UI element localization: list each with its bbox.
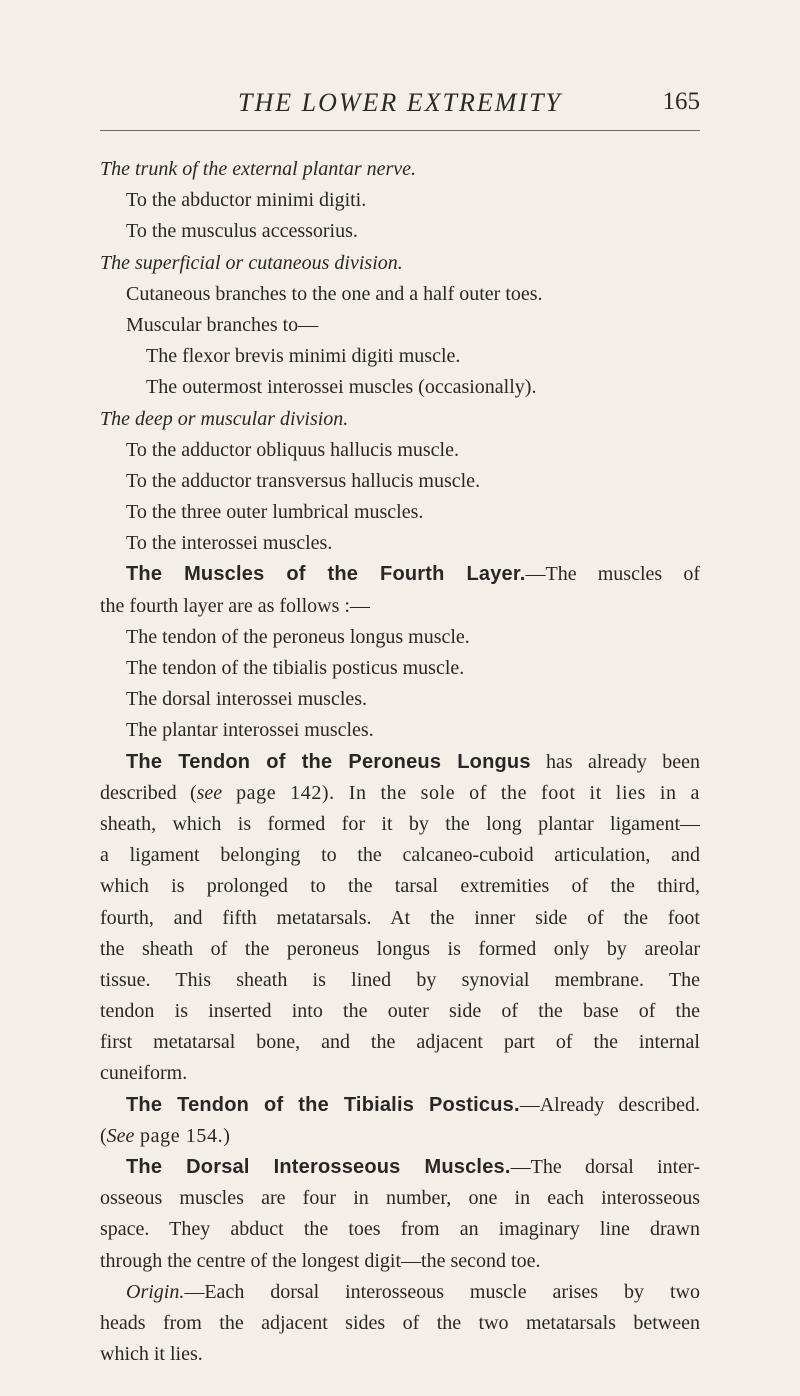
- paragraph-line: osseous muscles are four in number, one in each interosseous: [100, 1187, 700, 1210]
- paragraph-line: The Tendon of the Peroneus Longus has already been: [126, 750, 700, 773]
- list-item: To the musculus accessorius.: [126, 220, 358, 243]
- list-item: To the interossei muscles.: [126, 532, 333, 555]
- paragraph-line: tendon is inserted into the outer side of the base of the: [100, 1000, 700, 1023]
- list-item: Muscular branches to—: [126, 313, 319, 336]
- list-item: The dorsal interossei muscles.: [126, 688, 368, 711]
- subheading-superficial-division: The superficial or cutaneous division.: [100, 251, 403, 274]
- paragraph-line: The Dorsal Interosseous Muscles.—The dorsal inter-: [126, 1156, 700, 1178]
- origin-label: Origin.: [126, 1280, 185, 1303]
- page-number: 165: [662, 88, 700, 115]
- paragraph-line: described (see page 142). In the sole of the foot it lies in a: [100, 781, 700, 804]
- list-item: To the adductor obliquus hallucis muscle.: [126, 438, 459, 461]
- running-head: THE LOWER EXTREMITY: [238, 88, 562, 117]
- list-item: The tendon of the tibialis posticus muscle.: [126, 657, 465, 679]
- list-item: The tendon of the peroneus longus muscle.: [126, 625, 470, 648]
- section-heading-peroneus-longus: The Tendon of the Peroneus Longus: [126, 750, 531, 773]
- list-item: To the adductor transversus hallucis muscle.: [126, 469, 481, 492]
- subheading-trunk-external-plantar: The trunk of the external plantar nerve.: [100, 158, 417, 180]
- list-item: The outermost interossei muscles (occasionally).: [146, 376, 537, 399]
- paragraph-line: the fourth layer are as follows :—: [100, 594, 370, 617]
- list-item: To the abductor minimi digiti.: [126, 189, 367, 212]
- paragraph-line: the sheath of the peroneus longus is formed only by areolar: [100, 937, 700, 960]
- paragraph-line: first metatarsal bone, and the adjacent part of the internal: [100, 1031, 700, 1054]
- list-item: Cutaneous branches to the one and a half outer toes.: [126, 282, 543, 305]
- section-heading-dorsal-interosseous: The Dorsal Interosseous Muscles.: [126, 1156, 511, 1178]
- paragraph-line: The Tendon of the Tibialis Posticus.—Already described.: [126, 1093, 700, 1116]
- paragraph-line: which it lies.: [100, 1343, 203, 1366]
- see-reference: see: [196, 781, 223, 804]
- paragraph-line: cuneiform.: [100, 1062, 188, 1085]
- section-heading-tibialis-posticus: The Tendon of the Tibialis Posticus.: [126, 1093, 520, 1116]
- paragraph-line: which is prolonged to the tarsal extremities of the third,: [100, 875, 700, 898]
- subheading-deep-division: The deep or muscular division.: [100, 407, 349, 430]
- list-item: To the three outer lumbrical muscles.: [126, 501, 424, 524]
- page-body: [100, 154, 700, 1370]
- section-heading-fourth-layer: The Muscles of the Fourth Layer.: [126, 563, 526, 586]
- paragraph-line: The Muscles of the Fourth Layer.—The muscles of: [126, 563, 700, 586]
- paragraph-line: tissue. This sheath is lined by synovial membrane. The: [100, 968, 700, 991]
- list-item: The flexor brevis minimi digiti muscle.: [146, 345, 461, 368]
- paragraph-line: heads from the adjacent sides of the two metatarsals between: [100, 1311, 700, 1334]
- paragraph-line: fourth, and fifth metatarsals. At the inner side of the foot: [100, 906, 700, 929]
- paragraph-line: (See page 154.): [100, 1124, 231, 1147]
- page-header: [100, 86, 700, 131]
- list-item: The plantar interossei muscles.: [126, 719, 374, 742]
- paragraph-line: a ligament belonging to the calcaneo-cuboid articulation, and: [100, 844, 700, 867]
- paragraph-line: through the centre of the longest digit—the second toe.: [100, 1249, 541, 1272]
- paragraph-line: space. They abduct the toes from an imaginary line drawn: [100, 1218, 700, 1241]
- paragraph-line: sheath, which is formed for it by the long plantar ligament—: [100, 812, 700, 835]
- see-reference: See: [106, 1124, 135, 1147]
- paragraph-line: Origin.—Each dorsal interosseous muscle arises by two: [126, 1280, 700, 1303]
